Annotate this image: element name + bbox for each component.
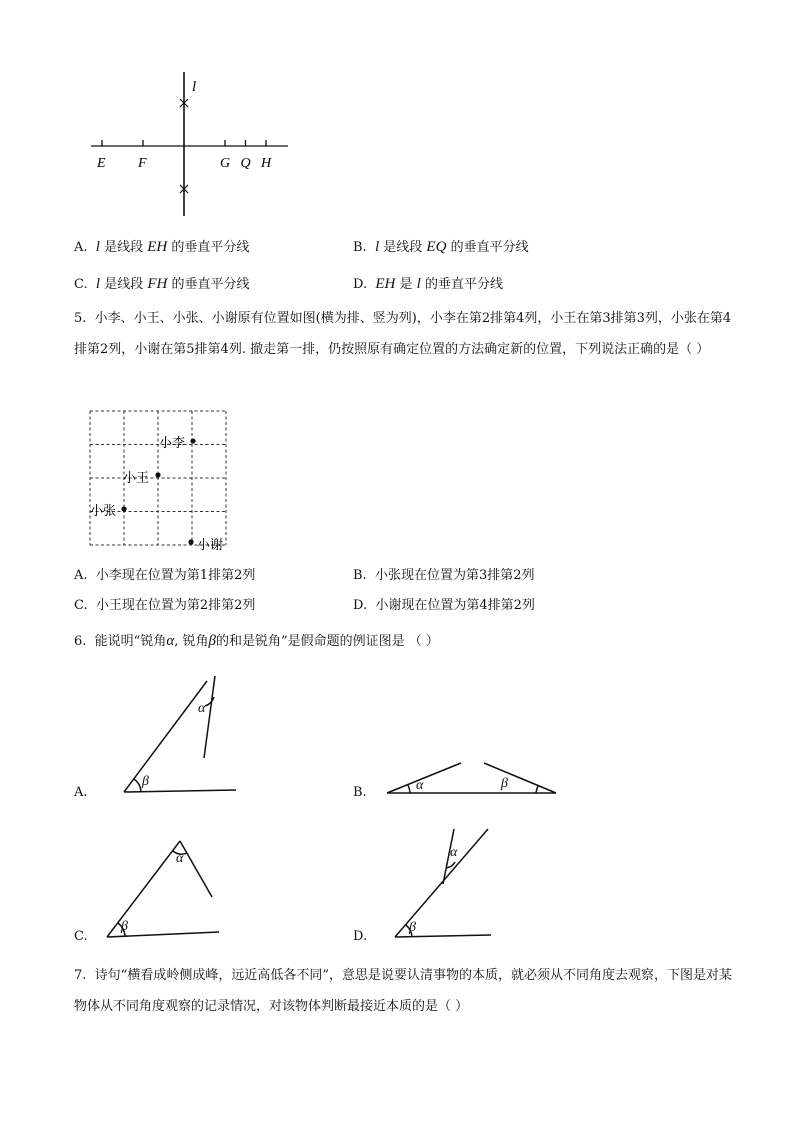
point-label-F: F [138,156,147,171]
label-beta-d: β [409,920,416,935]
label-alpha-d: α [450,845,458,860]
line-label-l: l [192,79,197,95]
seat-label-li: 小李 [159,436,186,451]
q4-option-c[interactable]: C. l 是线段 FH 的垂直平分线 [74,276,250,292]
point-label-H: H [261,156,272,171]
label-beta-c: β [121,919,128,934]
q6-option-b[interactable]: B. [353,785,367,800]
label-beta-b: β [501,776,508,791]
seat-label-zhang: 小张 [90,504,117,519]
q5-option-a[interactable]: A. 小李现在位置为第1排第2列 [74,568,256,583]
q4-option-b[interactable]: B. l 是线段 EQ 的垂直平分线 [353,239,529,255]
q4-option-a[interactable]: A. l 是线段 EH 的垂直平分线 [74,239,250,255]
q5-option-c[interactable]: C. 小王现在位置为第2排第2列 [74,598,256,613]
label-alpha-b: α [416,778,424,793]
seat-label-wang: 小王 [123,471,150,486]
q6-option-d[interactable]: D. [353,929,368,944]
question-7-text: 7. 诗句“横看成岭侧成峰，远近高低各不同”，意思是说要认清事物的本质，就必须从不同角度去观察，下图是对某物体从不同角度观察的记录情况，对该物体判断最接近本质的是（ ） [74,968,732,1014]
angle-figure-b [387,763,556,793]
label-alpha-a: α [198,701,206,716]
q5-option-b[interactable]: B. 小张现在位置为第3排第2列 [353,568,535,583]
label-alpha-c: α [176,851,184,866]
question-5-text: 5. 小李、小王、小张、小谢原有位置如图(横为排、竖为列)，小李在第2排第4列，小王在第3排第3列，小张在第4排第2列，小谢在第5排第4列. 撤走第一排，仍按照原有确定位置的方法确定新的位置，下列说法正确的是（ ） [74,311,732,357]
q6-option-c[interactable]: C. [74,929,88,944]
q6-option-a[interactable]: A. [74,785,88,800]
q5-option-d[interactable]: D. 小谢现在位置为第4排第2列 [353,598,535,613]
label-beta-a: β [142,774,149,789]
point-label-Q: Q [240,156,251,171]
q4-option-d[interactable]: D. EH 是 l 的垂直平分线 [353,276,503,292]
angle-figure-a [124,676,236,792]
seat-label-xie: 小谢 [197,538,224,553]
question-6-text: 6. 能说明“锐角α, 锐角β的和是锐角”是假命题的例证图是 （ ） [74,633,439,649]
point-label-E: E [97,156,106,171]
point-label-G: G [220,156,231,171]
